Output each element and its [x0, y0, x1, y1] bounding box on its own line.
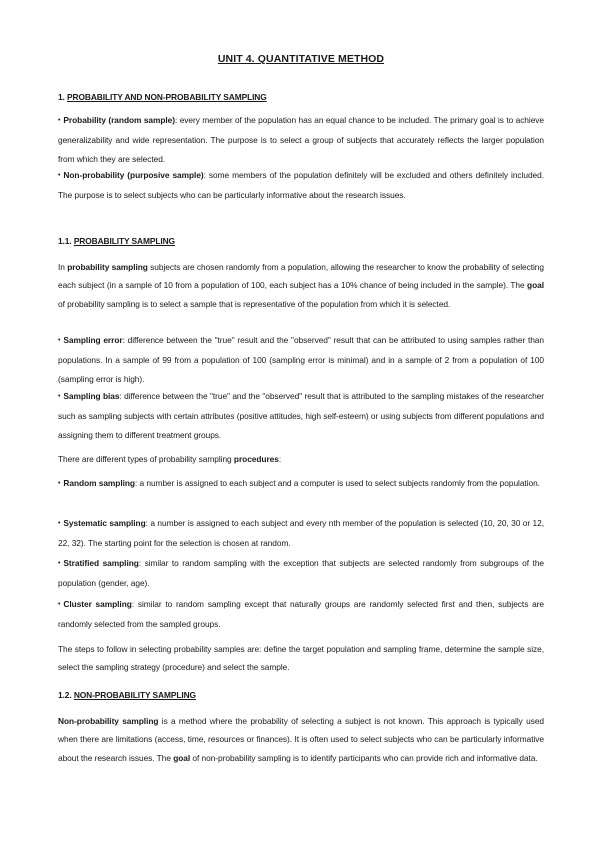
section-number: 1.2. [58, 690, 72, 700]
bullet-icon: • [58, 337, 61, 344]
bullet-icon: • [58, 601, 61, 608]
text: of probability sampling is to select a sample that is representative of the population from which it is selected. [58, 298, 451, 309]
paragraph-probability [58, 111, 544, 168]
term: Systematic sampling [63, 518, 146, 528]
section-title: NON-PROBABILITY SAMPLING [73, 690, 196, 700]
bullet-icon: • [58, 393, 61, 400]
page-title: UNIT 4. QUANTITATIVE METHOD [217, 53, 385, 65]
definition: : difference between the "true" result and the "observed" result that can be attributed to using samples rather than populations. In a sample of 99 from a population of 100 (sampling error is minimal) and in a sample of 2 from a population of 100 (sampling error is high). [58, 335, 544, 384]
bullet-icon: • [58, 520, 61, 527]
bullet-icon: • [58, 117, 61, 124]
paragraph-probability-intro [58, 258, 544, 313]
bullet-icon: • [58, 172, 61, 179]
paragraph-procedures-intro [58, 450, 544, 468]
term: Probability (random sample) [63, 115, 176, 125]
term: Random sampling [63, 478, 135, 488]
bullet-icon: • [58, 480, 61, 487]
section-1-1-heading [58, 236, 175, 246]
section-1-heading [58, 92, 267, 102]
definition: : similar to random sampling except that naturally groups are randomly selected first and then, subjects are randomly selected from the sampled groups. [58, 599, 544, 630]
paragraph-selection-steps [58, 640, 544, 677]
text: is a method where the probability of selecting a subject is not known. This approach is typically used when there are limitations (access, time, resources or finances). It is often used to select subjects who can be particularly informative about the research issues. The [58, 716, 544, 763]
section-1-2-heading [58, 690, 196, 700]
term: Non-probability sampling [58, 716, 159, 726]
definition: : some members of the population definitely will be excluded and others definitely included. The purpose is to select subjects who can be particularly informative about the research issues. [58, 170, 544, 201]
section-number: 1. [58, 92, 65, 102]
text: subjects are chosen randomly from a population, allowing the researcher to know the probability of selecting each subject (in a sample of 10 from a population of 100, each subject has a 10% chance of being included in the sample). The [58, 262, 544, 291]
term: Stratified sampling [63, 558, 139, 568]
text: : [278, 454, 282, 464]
text: of non-probability sampling is to identify participants who can provide rich and informative data. [190, 752, 538, 763]
paragraph-cluster-sampling [58, 595, 544, 634]
definition: : difference between the "true" and the "observed" result that is attributed to the sampling mistakes of the researcher such as sampling subjects with certain attributes (positive attitudes, high self-esteem) or using subjects from different populations and assigning them to different treatment groups. [58, 391, 544, 440]
definition: : similar to random sampling with the exception that subjects are selected randomly from subgroups of the population (gender, age). [58, 558, 544, 589]
definition: : a number is assigned to each subject and every nth member of the population is selected (10, 20, 30 or 12, 22, 32). The starting point for the selection is chosen at random. [58, 518, 544, 549]
paragraph-systematic-sampling [58, 514, 544, 553]
paragraph-stratified-sampling [58, 554, 544, 593]
paragraph-non-probability-intro [58, 712, 544, 767]
paragraph-non-probability [58, 166, 544, 205]
bullet-icon: • [58, 560, 61, 567]
term: goal [173, 752, 191, 763]
term: Sampling error [63, 335, 123, 345]
paragraph-random-sampling [58, 474, 544, 494]
term: Sampling bias [63, 391, 120, 401]
text: There are different types of probability sampling [58, 454, 234, 464]
term: probability sampling [67, 262, 148, 272]
term: Non-probability (purposive sample) [63, 170, 204, 180]
definition: : every member of the population has an equal chance to be included. The primary goal is to achieve generalizability and wide representation. The purpose is to select a group of subjects that accurately reflects the larger population from which they are selected. [58, 115, 545, 164]
text: In [58, 262, 68, 272]
term: goal [527, 280, 544, 291]
definition: : a number is assigned to each subject and a computer is used to select subjects randomly from the population. [134, 478, 540, 488]
paragraph-sampling-error [58, 331, 544, 388]
section-number: 1.1. [58, 236, 72, 246]
paragraph-sampling-bias [58, 387, 544, 444]
term: procedures [233, 454, 279, 464]
section-title: PROBABILITY AND NON-PROBABILITY SAMPLING [67, 92, 267, 102]
term: Cluster sampling [63, 599, 132, 609]
section-title: PROBABILITY SAMPLING [73, 236, 175, 246]
text: The steps to follow in selecting probability samples are: define the target population and sampling frame, determine the sample size, select the sampling strategy (procedure) and select the sample. [58, 644, 544, 673]
